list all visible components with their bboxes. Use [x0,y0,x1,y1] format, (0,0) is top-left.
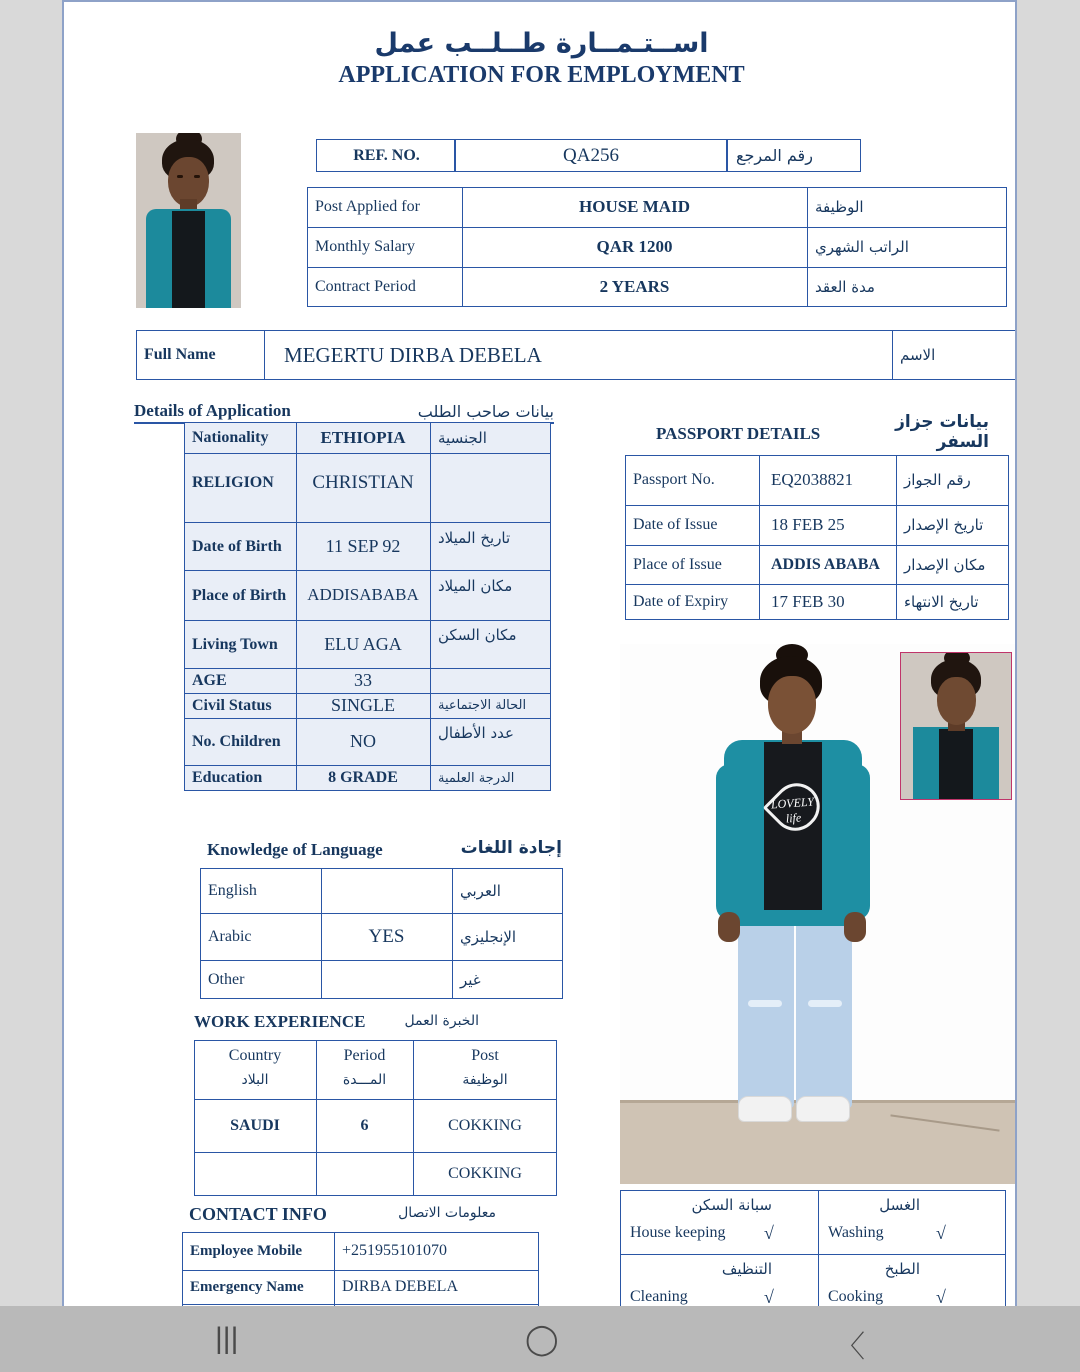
experience-col-country: Country [228,1047,282,1064]
skill-housekeeping-label: House keeping [630,1224,726,1241]
detail-label-children: No. Children [192,733,281,750]
full-name-value: MEGERTU DIRBA DEBELA [284,342,542,367]
detail-value-pob: ADDISABABA [307,585,419,604]
passport-label-issue: Date of Issue [633,516,718,533]
detail-label-education-ar: الدرجة العلمية [438,770,515,786]
passport-label-issue-ar: تاريخ الإصدار [904,516,984,534]
detail-label-civil-ar: الحالة الاجتماعية [438,698,527,713]
skill-cleaning-check: √ [764,1286,774,1307]
experience-col-period: Period [343,1047,386,1064]
detail-label-town-ar: مكان السكن [438,626,517,644]
skills-sep-h [620,1254,1006,1255]
job-label-contract: Contract Period [315,278,416,295]
passport-label-expiry-ar: تاريخ الانتهاء [904,593,979,611]
detail-label-pob-ar: مكان الميلاد [438,577,513,595]
ref-no-label-ar: رقم المرجع [736,146,813,165]
passport-value-issue: 18 FEB 25 [771,515,845,534]
language-label-english-ar: العربي [460,881,501,900]
passport-label-place: Place of Issue [633,555,722,573]
experience-row2-period [316,1152,413,1196]
detail-label-religion: RELIGION [192,473,274,491]
experience-row1-period: 6 [360,1116,369,1134]
job-label-post-ar: الوظيفة [815,198,864,216]
detail-label-nationality-ar: الجنسية [438,428,487,447]
language-label-other: Other [208,970,245,988]
language-value-other [321,960,452,999]
language-heading-ar: إجادة اللغات [460,838,562,858]
detail-label-dob-ar: تاريخ الميلاد [438,529,511,547]
skill-cleaning-label-ar: التنظيف [721,1260,772,1278]
detail-value-dob: 11 SEP 92 [325,535,401,556]
detail-value-children: NO [350,731,376,751]
skill-cooking-check: √ [936,1286,946,1307]
document-page [62,0,1017,1330]
language-value-english [321,868,452,913]
experience-row1-post: COKKING [448,1116,522,1134]
recents-button[interactable]: 〈 [835,1331,865,1364]
passport-label-no: Passport No. [633,471,715,488]
experience-col-country-ar: البلاد [241,1072,269,1088]
detail-label-town: Living Town [192,635,278,653]
skills-sep-v [818,1190,819,1318]
language-label-arabic-ar: الإنجليزي [460,927,517,946]
passport-value-expiry: 17 FEB 30 [771,592,845,611]
applicant-id-photo [900,652,1012,800]
passport-label-no-ar: رقم الجواز [904,471,971,489]
detail-label-age-ar [430,668,551,693]
contact-label-mobile: Employee Mobile [190,1242,303,1259]
language-heading-en: Knowledge of Language [207,840,383,859]
skill-washing-label: Washing [828,1224,884,1241]
full-name-label-ar: الاسم [900,346,936,364]
page-title-english: APPLICATION FOR EMPLOYMENT [338,62,745,88]
detail-label-dob: Date of Birth [192,537,282,555]
contact-value-emergency-name: DIRBA DEBELA [342,1278,458,1295]
detail-label-religion-ar [430,467,551,498]
home-button[interactable]: ◯ [525,1323,559,1356]
contact-heading-ar: معلومات الاتصال [398,1205,496,1221]
ref-no-value: QA256 [563,144,619,166]
details-sep-1 [184,453,551,454]
experience-row2-post: COKKING [448,1165,522,1182]
detail-label-education: Education [192,769,263,786]
language-label-other-ar: غير [460,970,481,989]
applicant-full-photo: LOVELY life [620,644,1017,1184]
contact-value-mobile: +251955101070 [342,1242,448,1259]
ref-no-label: REF. NO. [353,146,420,164]
experience-row1-country: SAUDI [230,1116,280,1134]
passport-label-expiry: Date of Expiry [633,593,729,610]
passport-heading-en: PASSPORT DETAILS [656,424,821,443]
job-label-salary: Monthly Salary [315,238,415,255]
right-gutter [1017,0,1080,1372]
left-gutter [0,0,62,1372]
details-heading-ar: بيانات صاحب الطلب [417,401,554,421]
applicant-head-photo [136,133,241,308]
detail-value-town: ELU AGA [324,633,402,654]
passport-value-place: ADDIS ABABA [771,555,880,573]
language-value-arabic: YES [368,925,405,947]
experience-heading-en: WORK EXPERIENCE [194,1012,366,1031]
skill-housekeeping-check: √ [764,1222,774,1243]
detail-value-religion: CHRISTIAN [312,471,414,493]
contact-heading-en: CONTACT INFO [189,1203,327,1224]
experience-col-post-ar: الوظيفة [462,1072,508,1088]
detail-value-age: 33 [354,670,372,690]
contact-label-emergency-name: Emergency Name [190,1278,304,1295]
skill-washing-label-ar: الغسل [879,1196,920,1214]
skill-cooking-label-ar: الطبخ [884,1260,920,1278]
job-value-post: HOUSE MAID [579,197,690,216]
page-title-arabic: اســتـمــارة طــلــب عمل [374,28,709,59]
detail-label-age: AGE [192,671,227,689]
passport-value-no: EQ2038821 [771,470,854,489]
job-label-salary-ar: الراتب الشهري [815,238,909,256]
detail-label-nationality: Nationality [192,428,269,446]
back-button[interactable]: ||| [215,1322,239,1355]
skill-cooking-label: Cooking [828,1288,884,1305]
skill-housekeeping-label-ar: سبانة السكن [691,1196,772,1214]
detail-label-children-ar: عدد الأطفال [438,724,514,742]
full-name-label: Full Name [144,346,216,363]
experience-col-period-ar: المـــدة [342,1072,387,1088]
detail-label-pob: Place of Birth [192,586,287,604]
detail-label-civil: Civil Status [192,696,272,714]
passport-heading-ar: بيانات جزاز السفر [895,412,989,452]
experience-col-post: Post [471,1047,499,1064]
job-label-post: Post Applied for [315,198,420,215]
skill-cleaning-label: Cleaning [630,1288,688,1305]
skill-washing-check: √ [936,1222,946,1243]
experience-row2-country [194,1152,316,1196]
job-value-salary: QAR 1200 [596,237,673,256]
job-value-contract: 2 YEARS [599,277,670,296]
detail-value-civil: SINGLE [331,695,395,715]
detail-value-nationality: ETHIOPIA [320,427,406,447]
details-heading-en: Details of Application [134,401,291,420]
language-label-english: English [208,881,257,899]
job-label-contract-ar: مدة العقد [815,278,875,296]
detail-value-education: 8 GRADE [328,769,398,786]
passport-label-place-ar: مكان الإصدار [904,555,986,574]
language-label-arabic: Arabic [208,927,252,945]
experience-heading-ar: الخبرة العمل [404,1013,479,1029]
